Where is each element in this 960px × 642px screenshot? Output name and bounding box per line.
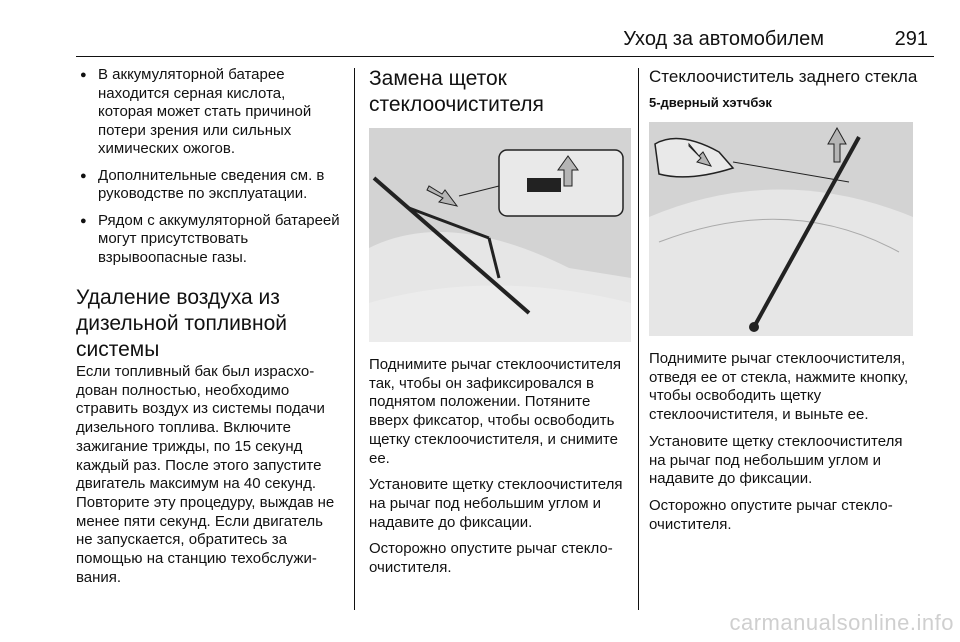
rear-wiper-illustration [649,122,913,336]
column-divider [354,68,355,610]
bullet-item: ● Дополнительные сведения см. в руководстве по эксплуатации. [76,167,342,204]
column-left [76,66,342,595]
section-heading-rear-wiper: Стеклоочиститель заднего стекла [649,67,918,86]
paragraph: Осторожно опустите рычаг стеклоочистителя. [369,540,613,577]
column-divider [638,68,639,610]
header-rule [76,56,934,57]
paragraph: Установите щетку стеклоочистителя на рычаг под небольшим углом и надавите до фиксации. [649,432,903,488]
paragraph: Осторожно опустите рычаг стеклоочистителя. [649,496,893,533]
column-right [649,66,921,542]
paragraph: Поднимите рычаг стеклоочистителя, отведя ее от стекла, нажмите кнопку, чтобы освободить щетку стеклоочистителя, и выньте ее. [649,350,909,424]
subheading-hatchback: 5-дверный хэтчбэк [649,95,772,110]
page-header [76,26,934,52]
page-title: Уход за автомобилем [623,28,824,50]
column-middle [369,66,633,586]
section-heading-wiper-blades: Замена щеток стеклоочистителя [369,67,544,116]
front-wiper-illustration [369,128,631,342]
section-heading-diesel-bleed: Удаление воздуха из дизельной топливной системы [76,286,287,361]
section-body-diesel-bleed: Если топливный бак был израсходован полностью, необходимо стравить воздух из системы подачи дизельного топлива. Включите зажигание трижды, по 15 секунд каждый раз. После этого запустите двигатель максимум на 40 секунд. Повторите эту процедуру, выждав не менее пяти секунд. Если двигатель не запускается, обратитесь за помощью на станцию техобслуживания. [76,363,335,586]
bullet-item: ● В аккумуляторной батарее находится серная кислота, которая может стать причиной потери зрения или сильных химических ожогов. [76,66,342,159]
watermark: carmanualsonline.info [729,610,954,635]
paragraph: Поднимите рычаг стеклоочистителя так, чтобы он зафиксировался в поднятом положении. Потяните вверх фиксатор, чтобы освободить щетку стеклоочистителя, и снимите ее. [369,356,621,467]
paragraph: Установите щетку стеклоочистителя на рычаг под небольшим углом и надавите до фиксации. [369,476,623,531]
page-number: 291 [894,28,928,50]
warning-bullet-list [76,66,342,267]
bullet-item: ● Рядом с аккумуляторной батареей могут присутствовать взрывоопасные газы. [76,212,342,268]
